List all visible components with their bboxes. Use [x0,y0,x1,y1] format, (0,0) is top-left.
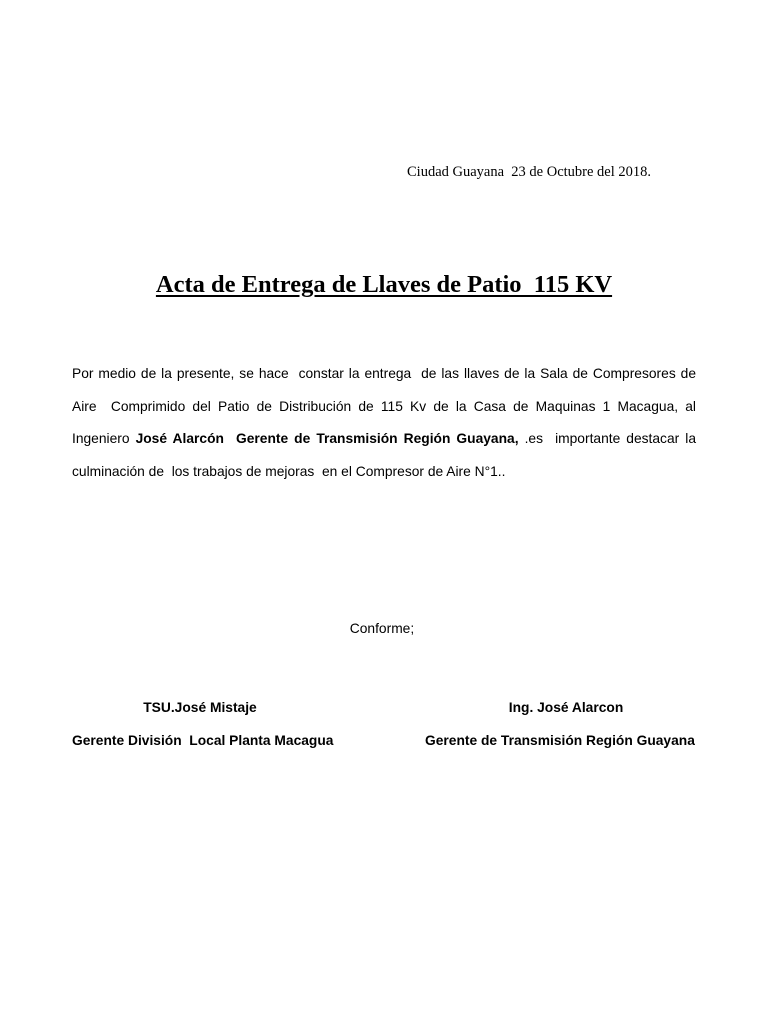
date-line: Ciudad Guayana 23 de Octubre del 2018. [407,164,652,180]
body-text-bold: José Alarcón Gerente de Transmisión Región Guayana, [135,431,519,447]
right-signatory-name: Ing. José Alarcon [508,700,624,715]
body-paragraph [72,358,700,489]
left-signatory-name: TSU.José Mistaje [143,700,257,715]
left-signatory-title: Gerente División Local Planta Macagua [72,733,334,748]
document-title [0,268,768,302]
closing-text: Conforme; [349,621,415,636]
document-title-text: Acta de Entrega de Llaves de Patio 115 KV [155,271,613,298]
body-text-part1: Por medio de la presente, se hace constar la entrega de las llaves de la Sala de Compresores de Aire Comprimido del Patio de Distribución de 115 Kv de la Casa de Maquinas 1 Macagua, al Ingeniero [72,366,700,447]
body-text-part2: .es importante destacar la culminación de los trabajos de mejoras en el Compresor de Aire N°1.. [72,431,700,480]
right-signatory-title: Gerente de Transmisión Región Guayana [425,733,695,748]
